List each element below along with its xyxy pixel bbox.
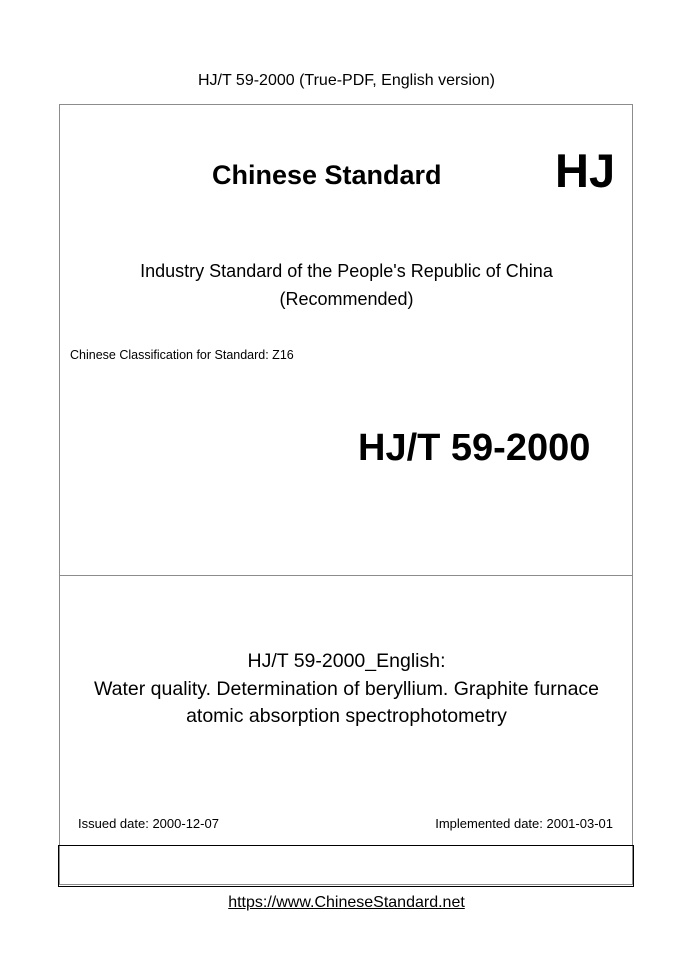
implemented-date: Implemented date: 2001-03-01 (435, 816, 613, 831)
title-line-3: atomic absorption spectrophotometry (186, 705, 507, 727)
title-line-2: Water quality. Determination of beryllium. Graphite furnace (93, 678, 600, 700)
footer (0, 893, 693, 913)
classification-label: Chinese Classification for Standard: Z16 (70, 348, 294, 362)
section-divider (59, 575, 633, 576)
footer-box (58, 845, 634, 887)
website-link[interactable]: https://www.ChineseStandard.net (228, 894, 465, 911)
cover-frame (59, 104, 633, 885)
industry-line-2: (Recommended) (279, 289, 414, 309)
cover-heading: Chinese Standard (212, 160, 442, 190)
standard-code-logo: HJ (555, 144, 616, 197)
title-line-1: HJ/T 59-2000_English: (247, 650, 446, 672)
issued-date: Issued date: 2000-12-07 (78, 816, 219, 831)
document-header: HJ/T 59-2000 (True-PDF, English version) (198, 72, 495, 89)
standard-number: HJ/T 59-2000 (358, 427, 591, 469)
industry-line-1: Industry Standard of the People's Republic of China (140, 261, 553, 281)
